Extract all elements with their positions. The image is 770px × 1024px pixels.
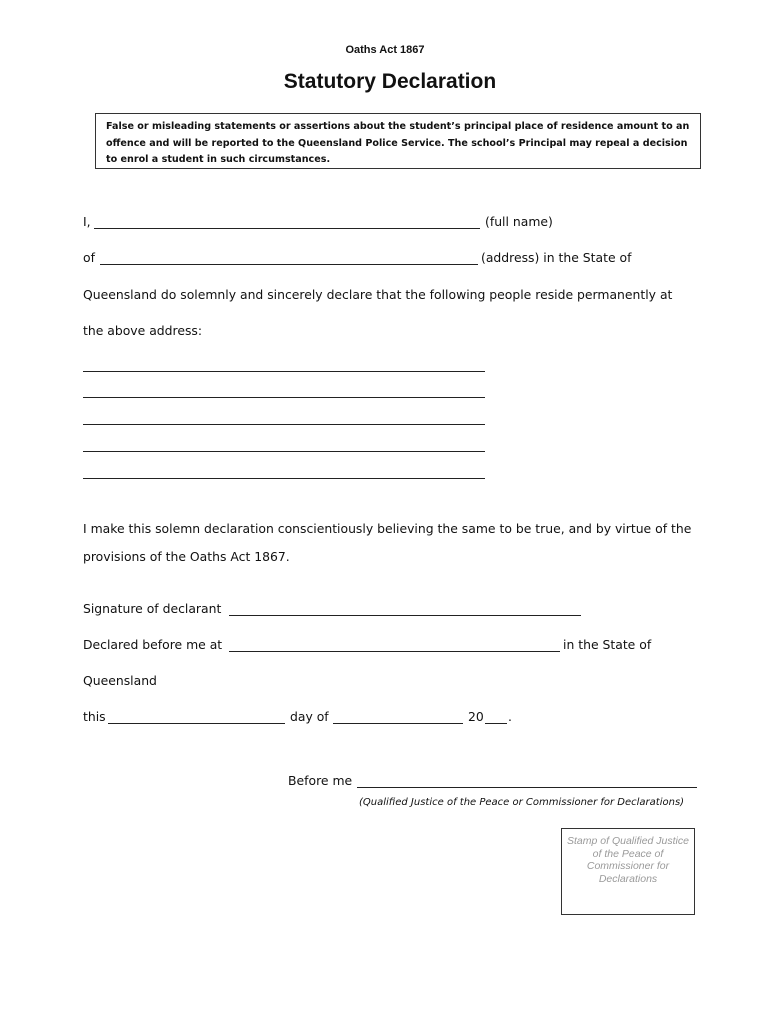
witness-caption: (Qualified Justice of the Peace or Commissioner for Declarations) <box>359 797 685 808</box>
signature-field[interactable] <box>229 615 581 616</box>
declaration-intro-line1: Queensland do solemnly and sincerely declare that the following people reside permanently at <box>83 287 673 302</box>
address-label: (address) in the State of <box>481 250 632 265</box>
in-state-label: in the State of <box>563 637 652 652</box>
month-field[interactable] <box>333 723 463 724</box>
declaration-line2: provisions of the Oaths Act 1867. <box>83 549 290 564</box>
this-label: this <box>83 709 106 724</box>
year-field[interactable] <box>485 723 507 724</box>
witness-signature-field[interactable] <box>357 787 697 788</box>
declared-location-field[interactable] <box>229 651 560 652</box>
declared-before-label: Declared before me at <box>83 637 223 652</box>
stamp-box: Stamp of Qualified Justice of the Peace of Commissioner for Declarations <box>561 828 695 915</box>
i-prefix: I, <box>83 214 91 229</box>
day-of-label: day of <box>290 709 329 724</box>
warning-box: False or misleading statements or assertions about the student’s principal place of residence amount to an offence and will be reported to the Queensland Police Service. The school’s Principal may repeal a decision to enrol a student in such circumstances. <box>95 113 701 169</box>
year-suffix: . <box>508 709 512 724</box>
resident-line-4[interactable] <box>83 451 485 452</box>
declaration-intro-line2: the above address: <box>83 323 203 338</box>
signature-label: Signature of declarant <box>83 601 222 616</box>
resident-line-2[interactable] <box>83 397 485 398</box>
queensland-text: Queensland <box>83 673 157 688</box>
before-me-label: Before me <box>288 773 353 788</box>
full-name-field[interactable] <box>94 228 480 229</box>
full-name-label: (full name) <box>485 214 553 229</box>
resident-line-3[interactable] <box>83 424 485 425</box>
page-title: Statutory Declaration <box>283 70 497 93</box>
resident-line-1[interactable] <box>83 371 485 372</box>
address-field[interactable] <box>100 264 478 265</box>
declaration-line1: I make this solemn declaration conscientiously believing the same to be true, and by virtue of the <box>83 521 692 536</box>
of-prefix: of <box>83 250 95 265</box>
act-reference: Oaths Act 1867 <box>345 44 425 56</box>
day-field[interactable] <box>108 723 285 724</box>
year-prefix: 20 <box>468 709 484 724</box>
resident-line-5[interactable] <box>83 478 485 479</box>
